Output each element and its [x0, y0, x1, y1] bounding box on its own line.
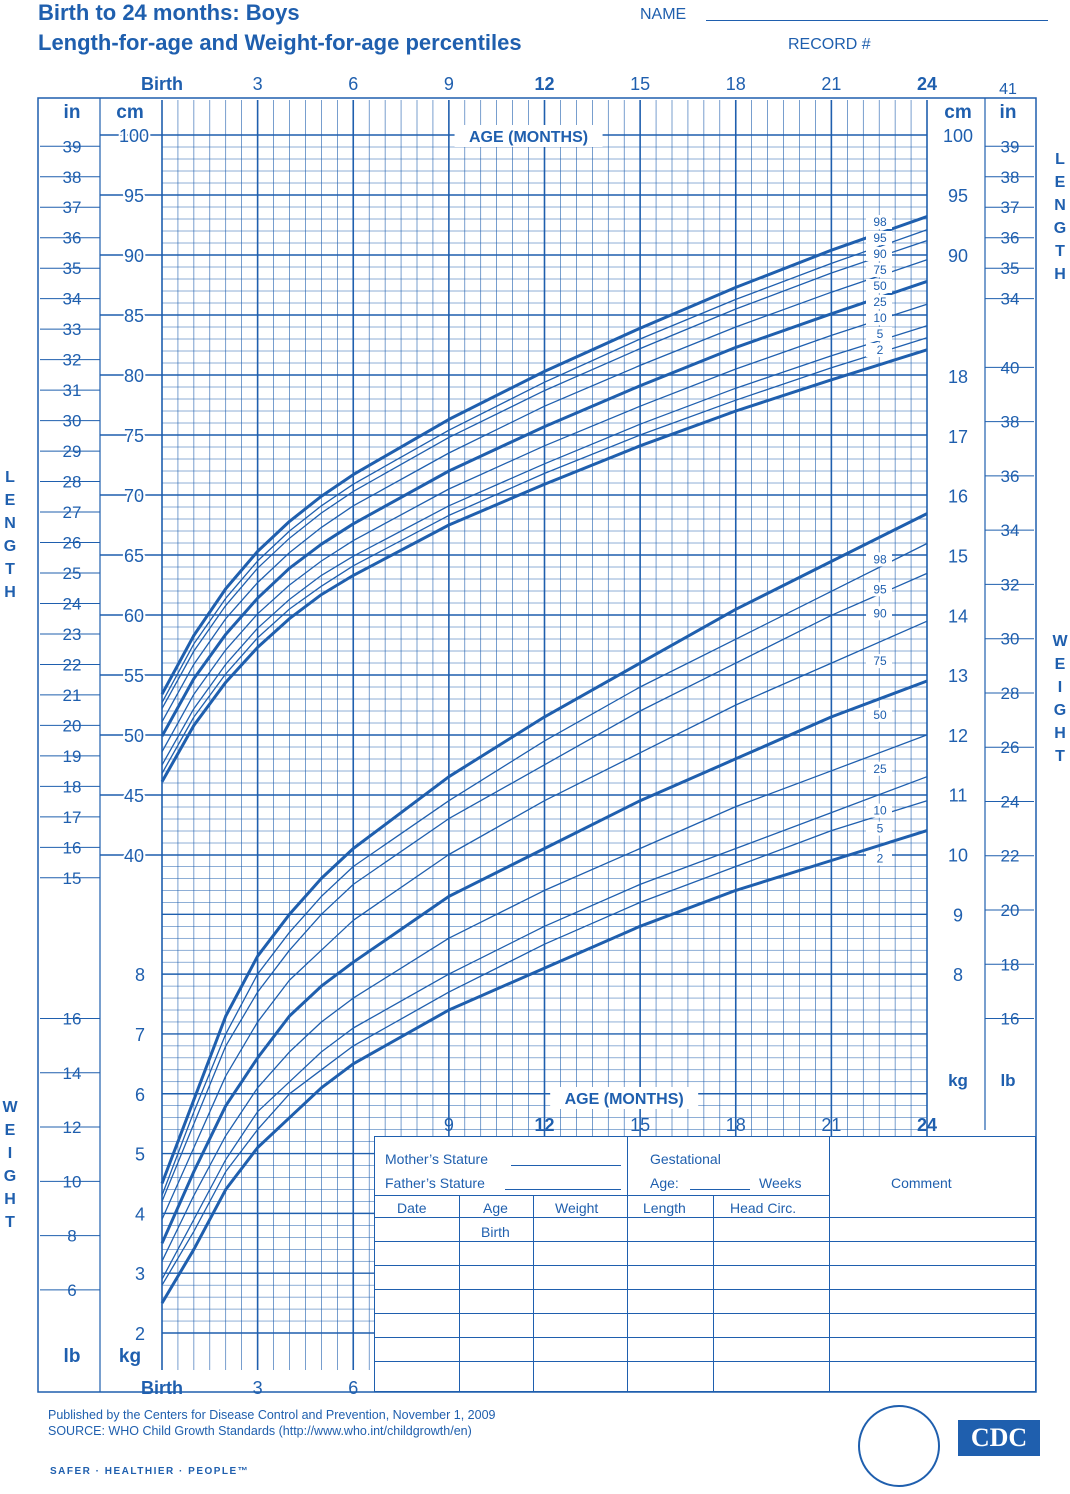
letter: E — [4, 1122, 16, 1139]
letter: E — [1054, 174, 1066, 191]
age-tick-label: 18 — [725, 74, 746, 94]
in-tick-label: 41 — [999, 81, 1017, 98]
lb-tick-label: 14 — [62, 1063, 82, 1083]
cm-tick-label: 65 — [123, 546, 145, 566]
table-row-line — [375, 1361, 1035, 1362]
age-tick-label: 9 — [443, 74, 454, 94]
cm-tick-label: 90 — [123, 246, 145, 266]
age-months-label-top: AGE (MONTHS) — [469, 129, 589, 146]
cm-tick-label: 50 — [123, 726, 145, 746]
inch-tick-label: 16 — [62, 838, 82, 858]
percentile-label: 75 — [873, 654, 887, 669]
cm-tick-label: 85 — [123, 306, 145, 326]
letter: L — [1055, 151, 1065, 168]
col-age: Age — [483, 1200, 508, 1216]
kg-tick-label: 8 — [134, 965, 146, 986]
lb-tick-label: 20 — [1000, 901, 1020, 921]
letter: W — [2, 1099, 18, 1116]
percentile-label: 2 — [876, 851, 884, 866]
lb-tick-label: 22 — [1000, 846, 1020, 866]
percentile-label: 90 — [873, 606, 887, 621]
chart-title-line2: Length-for-age and Weight-for-age percentiles — [38, 30, 522, 55]
inch-tick-label: 33 — [62, 320, 82, 340]
age-tick-label: 18 — [725, 1115, 746, 1135]
lb-unit-label: lb — [63, 1346, 81, 1367]
record-table — [374, 1136, 1036, 1392]
percentile-label: 90 — [873, 247, 887, 261]
cm-tick-label: 95 — [947, 186, 969, 206]
inch-tick-label: 23 — [62, 624, 82, 644]
published-note: Published by the Centers for Disease Control and Prevention, November 1, 2009 — [48, 1408, 496, 1422]
age-tick-label: Birth — [141, 1378, 183, 1398]
gestational-weeks-field[interactable] — [690, 1189, 750, 1190]
divider — [829, 1137, 830, 1391]
lb-tick-label: 6 — [67, 1280, 77, 1300]
inch-tick-label: 20 — [62, 716, 82, 736]
percentile-label: 10 — [873, 803, 887, 818]
letter: E — [4, 492, 16, 509]
fathers-stature-label: Father’s Stature — [385, 1175, 485, 1191]
inch-tick-label: 31 — [62, 381, 82, 401]
percentile-label: 95 — [873, 231, 887, 245]
mothers-stature-field[interactable] — [511, 1165, 621, 1166]
lb-unit-label: lb — [1000, 1071, 1016, 1090]
gestational-age-label: Age: — [650, 1175, 679, 1191]
table-row-line — [375, 1313, 1035, 1314]
inch-tick-label: 35 — [1000, 259, 1020, 279]
inch-tick-label: 29 — [62, 442, 82, 462]
weeks-label: Weeks — [759, 1175, 802, 1191]
col-weight: Weight — [555, 1200, 599, 1216]
kg-tick-label: 12 — [947, 725, 969, 746]
inch-tick-label: 36 — [1000, 228, 1020, 248]
age-tick-label: 24 — [916, 74, 938, 94]
inch-tick-label: 35 — [62, 259, 82, 279]
kg-unit-label: kg — [948, 1071, 968, 1090]
letter: I — [7, 1145, 13, 1162]
divider — [375, 1195, 829, 1196]
letter: G — [3, 1168, 17, 1185]
letter: I — [1057, 679, 1063, 696]
age-tick-label: 24 — [916, 1115, 938, 1135]
record-label: RECORD # — [788, 36, 871, 53]
kg-tick-label: 6 — [134, 1084, 146, 1105]
mothers-stature-label: Mother’s Stature — [385, 1151, 488, 1167]
letter: L — [5, 469, 15, 486]
letter: H — [4, 584, 16, 601]
kg-tick-label: 13 — [947, 666, 969, 687]
chart-title-line1: Birth to 24 months: Boys — [38, 0, 300, 25]
kg-tick-label: 11 — [948, 785, 968, 806]
letter: H — [4, 1191, 16, 1208]
letter: H — [1054, 266, 1066, 283]
cm-tick-label: 100 — [942, 126, 974, 146]
percentile-label: 50 — [873, 707, 887, 722]
cm-unit-label: cm — [944, 102, 972, 123]
in-unit-label: in — [999, 102, 1017, 123]
lb-tick-label: 10 — [62, 1172, 82, 1192]
cm-tick-label: 95 — [123, 186, 145, 206]
inch-tick-label: 19 — [62, 746, 82, 766]
letter: W — [1052, 633, 1068, 650]
cm-unit-label: cm — [116, 102, 144, 123]
gestational-label: Gestational — [650, 1151, 721, 1167]
inch-tick-label: 30 — [62, 411, 82, 431]
letter: T — [5, 1214, 15, 1231]
divider — [627, 1137, 628, 1391]
lb-tick-label: 28 — [1000, 683, 1020, 703]
lb-tick-label: 12 — [62, 1118, 82, 1138]
cm-tick-label: 70 — [123, 486, 145, 506]
inch-tick-label: 18 — [62, 777, 82, 797]
inch-tick-label: 17 — [62, 807, 82, 827]
inch-tick-label: 24 — [62, 594, 82, 614]
letter: E — [1054, 656, 1066, 673]
cm-tick-label: 80 — [123, 366, 145, 386]
inch-tick-label: 38 — [1000, 167, 1020, 187]
tagline: SAFER · HEALTHIER · PEOPLE™ — [50, 1466, 250, 1477]
lb-tick-label: 30 — [1000, 629, 1020, 649]
inch-tick-label: 37 — [62, 198, 82, 218]
age-tick-label: Birth — [141, 74, 183, 94]
inch-tick-label: 21 — [62, 685, 82, 705]
inch-tick-label: 32 — [62, 350, 82, 370]
kg-tick-label: 18 — [947, 367, 969, 387]
age-tick-label: 21 — [821, 1115, 842, 1135]
age-tick-label: 15 — [630, 74, 651, 94]
kg-tick-label: 15 — [947, 546, 969, 567]
age-tick-label: 3 — [252, 1378, 263, 1398]
inch-tick-label: 38 — [62, 167, 82, 187]
inch-tick-label: 22 — [62, 655, 82, 675]
table-row-line — [375, 1265, 1035, 1266]
table-row-line — [375, 1241, 1035, 1242]
lb-tick-label: 16 — [62, 1009, 82, 1029]
col-head-circ: Head Circ. — [730, 1200, 797, 1216]
cm-tick-label: 60 — [123, 606, 145, 626]
col-date: Date — [397, 1200, 427, 1216]
kg-tick-label: 2 — [134, 1324, 146, 1344]
percentile-label: 5 — [876, 821, 884, 836]
age-months-label-bottom: AGE (MONTHS) — [564, 1091, 684, 1108]
percentile-label: 98 — [873, 552, 887, 567]
inch-tick-label: 15 — [62, 868, 82, 888]
age-tick-label: 6 — [348, 1378, 359, 1398]
kg-tick-label: 5 — [134, 1144, 146, 1165]
table-col-line — [533, 1195, 534, 1391]
fathers-stature-field[interactable] — [505, 1189, 621, 1190]
kg-tick-label: 4 — [134, 1204, 146, 1225]
age-tick-label: 21 — [821, 74, 842, 94]
col-length: Length — [643, 1200, 686, 1216]
kg-tick-label: 14 — [947, 606, 969, 627]
age-tick-label: 12 — [534, 74, 555, 94]
inch-tick-label: 34 — [1000, 289, 1020, 309]
letter: T — [5, 561, 15, 578]
percentile-label: 2 — [876, 343, 884, 357]
cm-tick-label: 90 — [947, 246, 969, 266]
inch-tick-label: 25 — [62, 564, 82, 583]
percentile-label: 75 — [873, 263, 887, 277]
percentile-label: 98 — [873, 215, 887, 229]
lb-tick-label: 36 — [1000, 466, 1020, 486]
age-tick-label: 12 — [534, 1115, 555, 1135]
letter: G — [1053, 702, 1067, 719]
kg-tick-label: 8 — [952, 965, 964, 986]
divider — [375, 1217, 1035, 1218]
kg-tick-label: 9 — [952, 905, 964, 926]
inch-tick-label: 28 — [62, 472, 82, 492]
inch-tick-label: 36 — [62, 228, 82, 248]
age-tick-label: 3 — [252, 74, 263, 94]
inch-tick-label: 26 — [62, 533, 82, 553]
percentile-label: 25 — [873, 295, 887, 309]
lb-tick-label: 32 — [1000, 575, 1020, 595]
letter: N — [4, 515, 16, 532]
table-row-line — [375, 1337, 1035, 1338]
letter: H — [1054, 725, 1066, 742]
kg-tick-label: 3 — [134, 1264, 146, 1285]
percentile-label: 5 — [876, 327, 884, 341]
in-unit-label: in — [63, 102, 81, 123]
letter: G — [3, 538, 17, 555]
first-row-age: Birth — [481, 1224, 510, 1240]
hhs-seal-icon — [858, 1405, 940, 1487]
name-label: NAME — [640, 6, 687, 23]
percentile-label: 95 — [873, 582, 887, 597]
cm-tick-label: 100 — [118, 126, 150, 146]
letter: T — [1055, 243, 1065, 260]
kg-tick-label: 17 — [947, 426, 969, 447]
cm-tick-label: 75 — [123, 426, 145, 446]
comment-label: Comment — [891, 1175, 952, 1191]
inch-tick-label: 37 — [1000, 198, 1020, 218]
source-note: SOURCE: WHO Child Growth Standards (http://www.who.int/childgrowth/en) — [48, 1424, 472, 1438]
age-tick-label: 6 — [348, 74, 359, 94]
lb-tick-label: 24 — [1000, 792, 1020, 812]
cm-tick-label: 45 — [123, 786, 145, 806]
percentile-label: 50 — [873, 279, 887, 293]
table-col-line — [459, 1195, 460, 1391]
letter: G — [1053, 220, 1067, 237]
lb-tick-label: 16 — [1000, 1009, 1020, 1029]
letter: N — [1054, 197, 1066, 214]
percentile-label: 25 — [873, 761, 887, 776]
kg-unit-label: kg — [118, 1346, 142, 1367]
inch-tick-label: 39 — [1000, 137, 1020, 157]
percentile-label: 10 — [873, 311, 887, 325]
inch-tick-label: 39 — [62, 137, 82, 157]
cdc-logo-icon: CDC — [958, 1420, 1040, 1456]
inch-tick-label: 34 — [62, 289, 82, 309]
lb-tick-label: 26 — [1000, 738, 1020, 758]
cm-tick-label: 40 — [123, 846, 145, 866]
lb-tick-label: 34 — [1000, 521, 1020, 541]
age-tick-label: 15 — [630, 1115, 651, 1135]
letter: T — [1055, 748, 1065, 765]
lb-tick-label: 40 — [1000, 358, 1020, 378]
lb-tick-label: 8 — [67, 1226, 77, 1246]
age-tick-label: 9 — [443, 1115, 454, 1135]
table-row-line — [375, 1289, 1035, 1290]
lb-tick-label: 18 — [1000, 955, 1020, 975]
kg-tick-label: 10 — [947, 845, 969, 866]
inch-tick-label: 27 — [62, 503, 82, 523]
kg-tick-label: 7 — [134, 1024, 146, 1045]
lb-tick-label: 38 — [1000, 412, 1020, 432]
kg-tick-label: 16 — [947, 486, 969, 507]
cm-tick-label: 55 — [123, 666, 145, 686]
table-col-line — [713, 1195, 714, 1391]
